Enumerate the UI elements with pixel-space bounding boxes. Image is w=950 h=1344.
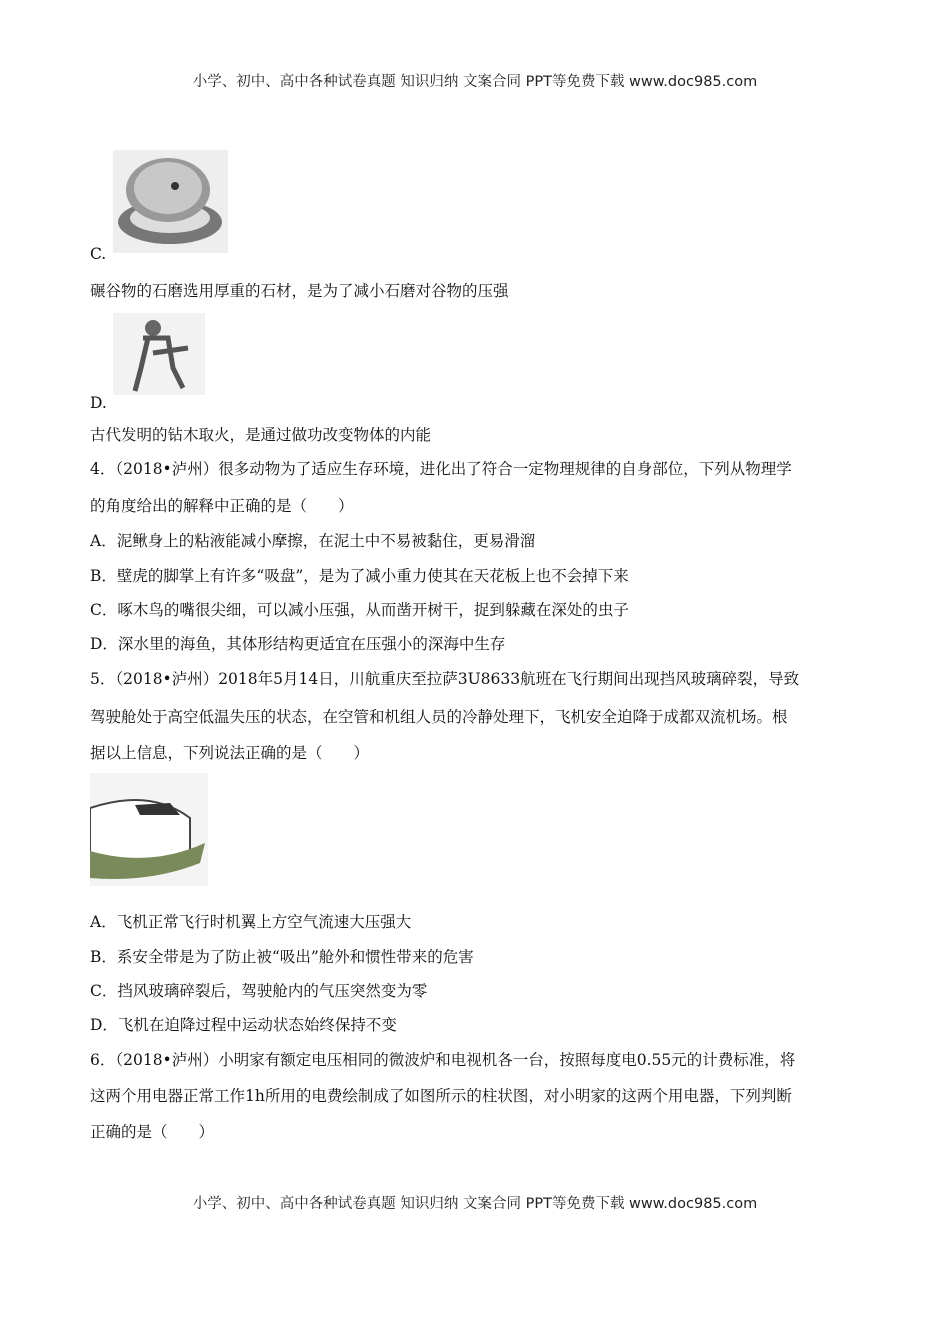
q6-stem-line-1: 6．（2018•泸州）小明家有额定电压相同的微波炉和电视机各一台，按照每度电0.55元的计费标准，将 bbox=[90, 1051, 796, 1069]
option-c-label: C. bbox=[90, 245, 107, 263]
option-d-label: D. bbox=[90, 394, 107, 412]
q5-stem-line-3: 据以上信息，下列说法正确的是（ ） bbox=[90, 744, 370, 762]
q4-stem-line-2: 的角度给出的解释中正确的是（ ） bbox=[90, 497, 354, 515]
airplane-image bbox=[90, 773, 208, 886]
q5-stem-line-2: 驾驶舱处于高空低温失压的状态，在空管和机组人员的冷静处理下，飞机安全迫降于成都双流机场。根 bbox=[90, 708, 788, 726]
drilling-fire-image bbox=[113, 313, 205, 395]
q5-option-a: A．飞机正常飞行时机翼上方空气流速大压强大 bbox=[90, 913, 412, 931]
q6-stem-line-2: 这两个用电器正常工作1h所用的电费绘制成了如图所示的柱状图，对小明家的这两个用电器，下列判断 bbox=[90, 1087, 792, 1105]
option-c-text: 碾谷物的石磨选用厚重的石材，是为了减小石磨对谷物的压强 bbox=[90, 282, 509, 300]
q4-option-b: B．壁虎的脚掌上有许多“吸盘”，是为了减小重力使其在天花板上也不会掉下来 bbox=[90, 567, 629, 585]
q5-stem-line-1: 5．（2018•泸州）2018年5月14日，川航重庆至拉萨3U8633航班在飞行期间出现挡风玻璃碎裂，导致 bbox=[90, 670, 800, 688]
stone-mill-image bbox=[113, 150, 228, 253]
q6-stem-line-3: 正确的是（ ） bbox=[90, 1123, 215, 1141]
q4-option-c: C．啄木鸟的嘴很尖细，可以减小压强，从而凿开树干，捉到躲藏在深处的虫子 bbox=[90, 601, 629, 619]
option-d-text: 古代发明的钻木取火，是通过做功改变物体的内能 bbox=[90, 426, 432, 444]
q5-option-b: B．系安全带是为了防止被“吸出”舱外和惯性带来的危害 bbox=[90, 948, 474, 966]
q5-option-d: D．飞机在迫降过程中运动状态始终保持不变 bbox=[90, 1016, 397, 1034]
q5-option-c: C．挡风玻璃碎裂后，驾驶舱内的气压突然变为零 bbox=[90, 982, 428, 1000]
q4-stem-line-1: 4．（2018•泸州）很多动物为了适应生存环境，进化出了符合一定物理规律的自身部位，下列从物理学 bbox=[90, 460, 792, 478]
page-footer: 小学、初中、高中各种试卷真题 知识归纳 文案合同 PPT等免费下载 www.doc985.com bbox=[192, 1196, 758, 1212]
q4-option-d: D．深水里的海鱼，其体形结构更适宜在压强小的深海中生存 bbox=[90, 635, 506, 653]
page-header: 小学、初中、高中各种试卷真题 知识归纳 文案合同 PPT等免费下载 www.doc985.com bbox=[192, 74, 758, 90]
q4-option-a: A．泥鳅身上的粘液能减小摩擦，在泥土中不易被黏住，更易滑溜 bbox=[90, 532, 536, 550]
